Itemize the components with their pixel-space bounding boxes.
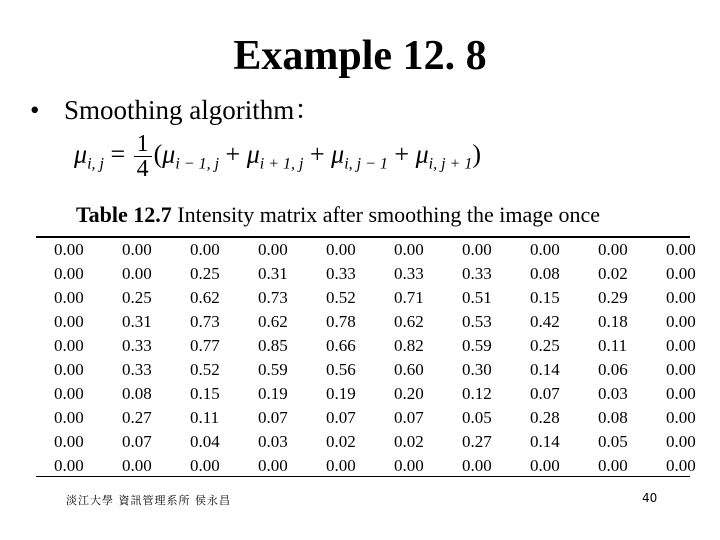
matrix-cell: 0.12 bbox=[462, 384, 492, 403]
table-caption-text: Intensity matrix after smoothing the image once bbox=[177, 202, 601, 227]
matrix-cell: 0.00 bbox=[666, 432, 696, 451]
slide-title: Example 12. 8 bbox=[233, 33, 487, 79]
matrix-cell: 0.25 bbox=[122, 288, 152, 307]
matrix-cell: 0.82 bbox=[394, 336, 424, 355]
matrix-cell: 0.00 bbox=[462, 240, 492, 259]
matrix-cell: 0.00 bbox=[326, 456, 356, 475]
matrix-cell: 0.33 bbox=[394, 264, 424, 283]
matrix-cell: 0.00 bbox=[666, 408, 696, 427]
smoothing-formula bbox=[74, 132, 481, 192]
matrix-cell: 0.00 bbox=[666, 456, 696, 475]
matrix-cell: 0.00 bbox=[598, 456, 628, 475]
matrix-cell: 0.85 bbox=[258, 336, 288, 355]
table-row bbox=[40, 238, 720, 262]
footer-institution: 淡江大學 資訊管理系所 侯永昌 bbox=[66, 494, 231, 507]
matrix-cell: 0.33 bbox=[462, 264, 492, 283]
formula-term-subscript: i − 1, j bbox=[175, 155, 220, 173]
matrix-cell: 0.53 bbox=[462, 312, 492, 331]
matrix-cell: 0.02 bbox=[326, 432, 356, 451]
matrix-cell: 0.00 bbox=[54, 264, 84, 283]
matrix-cell: 0.00 bbox=[54, 360, 84, 379]
table-row bbox=[40, 262, 720, 286]
matrix-cell: 0.00 bbox=[666, 240, 696, 259]
matrix-cell: 0.15 bbox=[190, 384, 220, 403]
matrix-cell: 0.00 bbox=[258, 456, 288, 475]
matrix-cell: 0.73 bbox=[190, 312, 220, 331]
matrix-cell: 0.00 bbox=[666, 288, 696, 307]
matrix-cell: 0.31 bbox=[122, 312, 152, 331]
matrix-cell: 0.52 bbox=[190, 360, 220, 379]
matrix-cell: 0.59 bbox=[462, 336, 492, 355]
formula-close-paren: ) bbox=[472, 139, 481, 169]
matrix-cell: 0.78 bbox=[326, 312, 356, 331]
matrix-cell: 0.25 bbox=[190, 264, 220, 283]
formula-term-symbol: μ bbox=[331, 139, 345, 169]
matrix-cell: 0.11 bbox=[190, 408, 220, 427]
page-number: 40 bbox=[642, 491, 658, 505]
matrix-cell: 0.02 bbox=[394, 432, 424, 451]
matrix-cell: 0.00 bbox=[122, 456, 152, 475]
matrix-cell: 0.08 bbox=[122, 384, 152, 403]
formula-term-symbol: μ bbox=[162, 139, 176, 169]
matrix-cell: 0.00 bbox=[598, 240, 628, 259]
matrix-cell: 0.11 bbox=[598, 336, 628, 355]
matrix-cell: 0.05 bbox=[598, 432, 628, 451]
matrix-cell: 0.03 bbox=[598, 384, 628, 403]
matrix-cell: 0.00 bbox=[54, 336, 84, 355]
matrix-cell: 0.77 bbox=[190, 336, 220, 355]
matrix-cell: 0.06 bbox=[598, 360, 628, 379]
matrix-cell: 0.00 bbox=[54, 432, 84, 451]
table-row bbox=[40, 454, 720, 478]
formula-plus: + bbox=[225, 139, 241, 169]
matrix-cell: 0.08 bbox=[598, 408, 628, 427]
matrix-cell: 0.00 bbox=[54, 288, 84, 307]
matrix-cell: 0.51 bbox=[462, 288, 492, 307]
matrix-cell: 0.19 bbox=[326, 384, 356, 403]
matrix-cell: 0.52 bbox=[326, 288, 356, 307]
matrix-cell: 0.62 bbox=[190, 288, 220, 307]
fraction-numerator: 1 bbox=[134, 132, 152, 157]
table-row bbox=[40, 430, 720, 454]
table-row bbox=[40, 382, 720, 406]
matrix-cell: 0.27 bbox=[122, 408, 152, 427]
matrix-cell: 0.00 bbox=[190, 240, 220, 259]
matrix-cell: 0.00 bbox=[54, 408, 84, 427]
table-caption bbox=[76, 202, 600, 228]
matrix-cell: 0.00 bbox=[122, 240, 152, 259]
matrix-body bbox=[40, 238, 720, 478]
matrix-cell: 0.62 bbox=[258, 312, 288, 331]
matrix-cell: 0.27 bbox=[462, 432, 492, 451]
matrix-cell: 0.33 bbox=[122, 336, 152, 355]
matrix-cell: 0.00 bbox=[530, 240, 560, 259]
matrix-cell: 0.00 bbox=[666, 384, 696, 403]
matrix-cell: 0.00 bbox=[190, 456, 220, 475]
formula-equals: = bbox=[110, 139, 126, 169]
matrix-cell: 0.07 bbox=[394, 408, 424, 427]
matrix-cell: 0.66 bbox=[326, 336, 356, 355]
matrix-cell: 0.07 bbox=[122, 432, 152, 451]
matrix-cell: 0.60 bbox=[394, 360, 424, 379]
table-caption-label: Table 12.7 bbox=[76, 202, 172, 227]
matrix-cell: 0.71 bbox=[394, 288, 424, 307]
table-bottom-rule bbox=[36, 476, 690, 477]
matrix-cell: 0.02 bbox=[598, 264, 628, 283]
table-row bbox=[40, 358, 720, 382]
matrix-cell: 0.00 bbox=[326, 240, 356, 259]
matrix-cell: 0.00 bbox=[666, 264, 696, 283]
matrix-cell: 0.42 bbox=[530, 312, 560, 331]
matrix-cell: 0.14 bbox=[530, 432, 560, 451]
table-row bbox=[40, 286, 720, 310]
formula-term-subscript: i, j + 1 bbox=[428, 155, 473, 173]
bullet-symbol: • bbox=[30, 95, 40, 125]
matrix-cell: 0.00 bbox=[394, 456, 424, 475]
bullet-item bbox=[30, 88, 321, 127]
bullet-text: Smoothing algorithm： bbox=[64, 95, 322, 125]
matrix-cell: 0.04 bbox=[190, 432, 220, 451]
matrix-cell: 0.30 bbox=[462, 360, 492, 379]
table-row bbox=[40, 334, 720, 358]
matrix-cell: 0.00 bbox=[54, 312, 84, 331]
matrix-cell: 0.28 bbox=[530, 408, 560, 427]
matrix-cell: 0.56 bbox=[326, 360, 356, 379]
intensity-matrix-table bbox=[40, 238, 720, 478]
formula-open-paren: ( bbox=[153, 139, 163, 169]
matrix-cell: 0.05 bbox=[462, 408, 492, 427]
matrix-cell: 0.00 bbox=[258, 240, 288, 259]
matrix-cell: 0.14 bbox=[530, 360, 560, 379]
formula-plus: + bbox=[309, 139, 325, 169]
matrix-cell: 0.00 bbox=[54, 240, 84, 259]
formula-lhs-symbol: μ bbox=[74, 139, 88, 169]
matrix-cell: 0.73 bbox=[258, 288, 288, 307]
formula-term-symbol: μ bbox=[415, 139, 429, 169]
matrix-cell: 0.00 bbox=[394, 240, 424, 259]
matrix-cell: 0.15 bbox=[530, 288, 560, 307]
matrix-cell: 0.31 bbox=[258, 264, 288, 283]
formula-plus: + bbox=[394, 139, 410, 169]
matrix-cell: 0.00 bbox=[666, 336, 696, 355]
formula-term-subscript: i + 1, j bbox=[259, 155, 304, 173]
matrix-cell: 0.07 bbox=[326, 408, 356, 427]
matrix-cell: 0.03 bbox=[258, 432, 288, 451]
formula-term-symbol: μ bbox=[246, 139, 260, 169]
fraction-denominator: 4 bbox=[136, 156, 149, 182]
matrix-cell: 0.20 bbox=[394, 384, 424, 403]
matrix-cell: 0.19 bbox=[258, 384, 288, 403]
matrix-cell: 0.33 bbox=[326, 264, 356, 283]
matrix-cell: 0.00 bbox=[666, 360, 696, 379]
matrix-cell: 0.18 bbox=[598, 312, 628, 331]
table-row bbox=[40, 406, 720, 430]
matrix-cell: 0.62 bbox=[394, 312, 424, 331]
matrix-cell: 0.00 bbox=[666, 312, 696, 331]
matrix-cell: 0.59 bbox=[258, 360, 288, 379]
matrix-cell: 0.07 bbox=[258, 408, 288, 427]
matrix-cell: 0.33 bbox=[122, 360, 152, 379]
matrix-cell: 0.08 bbox=[530, 264, 560, 283]
matrix-cell: 0.00 bbox=[530, 456, 560, 475]
formula-lhs-subscript: i, j bbox=[87, 155, 104, 173]
matrix-cell: 0.00 bbox=[122, 264, 152, 283]
matrix-cell: 0.07 bbox=[530, 384, 560, 403]
matrix-cell: 0.00 bbox=[462, 456, 492, 475]
matrix-cell: 0.29 bbox=[598, 288, 628, 307]
formula-term-subscript: i, j − 1 bbox=[344, 155, 388, 173]
matrix-cell: 0.00 bbox=[54, 384, 84, 403]
table-row bbox=[40, 310, 720, 334]
formula-fraction bbox=[134, 132, 152, 181]
matrix-cell: 0.00 bbox=[54, 456, 84, 475]
matrix-cell: 0.25 bbox=[530, 336, 560, 355]
